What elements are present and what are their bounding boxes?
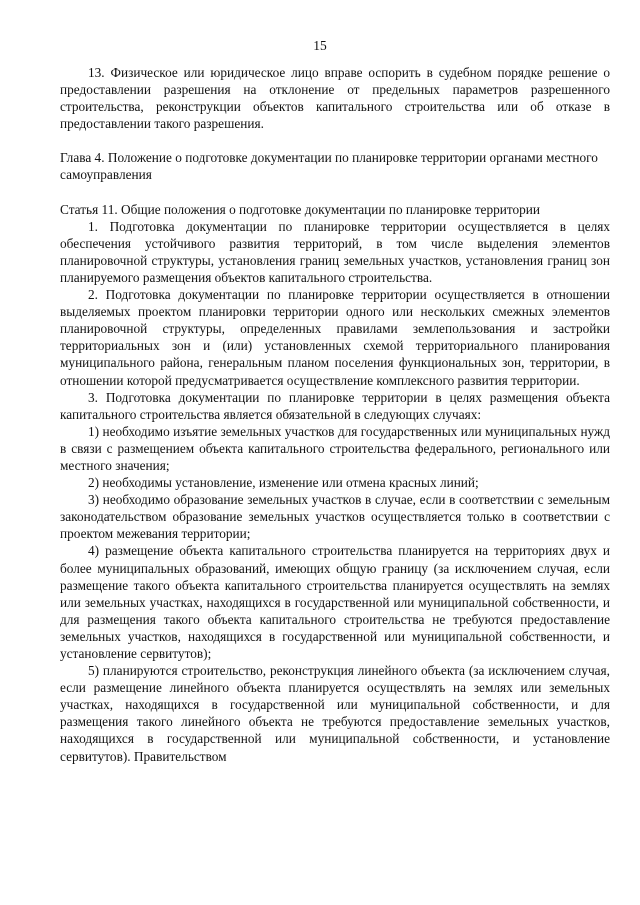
paragraph-13: 13. Физическое или юридическое лицо вправе оспорить в судебном порядке решение о предоставлении разрешения на отклонение от предельных параметров разрешенного строительства, реконструкции объектов капитального строительства или об отказе в предоставлении такого разрешения. (60, 65, 610, 132)
item-3-subitem-4: 4) размещение объекта капитального строительства планируется на территориях двух и более муниципальных образований, имеющих общую границу (за исключением случая, если размещение такого объекта капитального строительства планируется осуществлять на землях или земельных участках, находящихся в государственной или муниципальной собственности, и для размещения такого объекта капитального строительства не требуются предоставление земельных участков, находящихся в государственной или муниципальной собственности, и установление сервитутов); (60, 543, 610, 661)
article-11-item-3: 3. Подготовка документации по планировке территории в целях размещения объекта капитального строительства является обязательной в следующих случаях: (60, 389, 610, 422)
item-3-subitem-3: 3) необходимо образование земельных участков в случае, если в соответствии с земельным законодательством образование земельных участков осуществляется только в соответствии с проектом межевания территории; (60, 492, 610, 542)
document-body (60, 64, 610, 765)
article-11-item-2: 2. Подготовка документации по планировке территории осуществляется в отношении выделяемых проектом планировки территории одного или нескольких смежных элементов планировочной структуры, определенных правилами землепользования и застройки территориальных зон и (или) установленных схемой территориального планирования муниципального района, генеральным планом поселения функциональных зон, территории, в отношении которой предусматривается осуществление комплексного развития территории. (60, 287, 610, 388)
chapter-4-heading: Глава 4. Положение о подготовке документации по планировке территории органами местного самоуправления (60, 150, 598, 183)
page-number: 15 (313, 38, 327, 53)
item-3-subitem-2: 2) необходимы установление, изменение или отмена красных линий; (88, 475, 479, 491)
article-11-heading: Статья 11. Общие положения о подготовке документации по планировке территории (60, 201, 541, 217)
article-11-item-1: 1. Подготовка документации по планировке территории осуществляется в целях обеспечения устойчивого развития территорий, в том числе выделения элементов планировочной структуры, установления границ земельных участков, установления границ зон планируемого размещения объектов капитального строительства. (60, 218, 610, 285)
item-3-subitem-5: 5) планируются строительство, реконструкция линейного объекта (за исключением случая, если размещение линейного объекта планируется осуществлять на землях или земельных участках, находящихся в государственной или муниципальной собственности, и для размещения такого линейного объекта не требуются предоставление земельных участков, находящихся в государственной или муниципальной собственности, и установление сервитутов). Правительством (60, 663, 610, 764)
item-3-subitem-1: 1) необходимо изъятие земельных участков для государственных или муниципальных нужд в связи с размещением объекта капитального строительства федерального, регионального или местного значения; (60, 423, 610, 473)
